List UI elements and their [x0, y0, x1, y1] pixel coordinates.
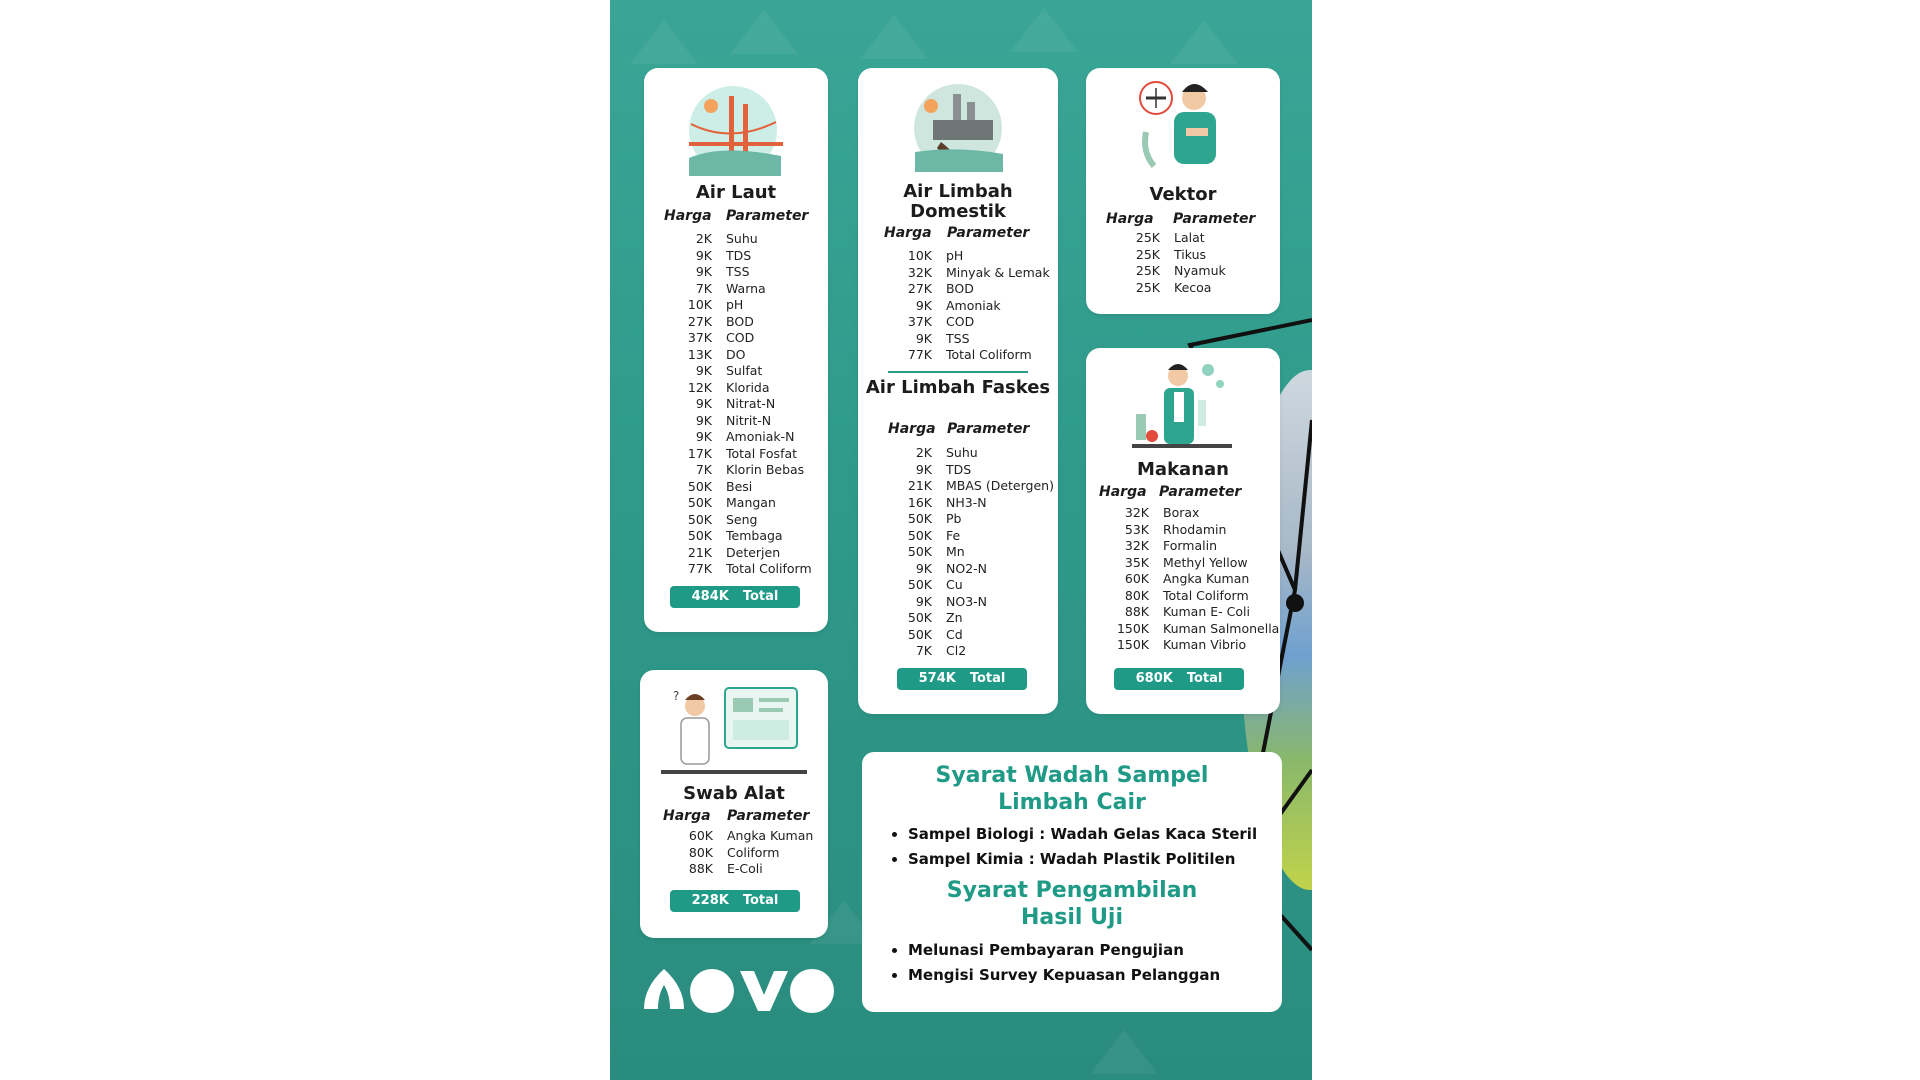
- price: 9K: [695, 247, 712, 263]
- parameter: E-Coli: [727, 861, 763, 876]
- heading-wadah-sampel: Syarat Wadah Sampel Limbah Cair: [935, 763, 1209, 815]
- parameter: Besi: [726, 478, 753, 494]
- table-row: [1106, 247, 1226, 264]
- price: 9K: [695, 412, 712, 428]
- parameter: pH: [726, 297, 744, 312]
- table-row: [1106, 263, 1226, 280]
- total-badge: [1114, 668, 1244, 690]
- parameter: Total Coliform: [1163, 587, 1249, 603]
- parameter: Nyamuk: [1174, 263, 1226, 278]
- table-row: [664, 231, 812, 248]
- table-row: [884, 298, 1050, 315]
- table-row: [884, 528, 1054, 545]
- parameter: Rhodamin: [1163, 521, 1227, 537]
- price: 32K: [1124, 505, 1149, 520]
- header-harga: Harga: [888, 421, 936, 437]
- price: 150K: [1116, 620, 1149, 636]
- table-row: [664, 330, 812, 347]
- parameter: Tembaga: [726, 528, 783, 543]
- parameter: Total Coliform: [946, 347, 1032, 362]
- table-row: [884, 478, 1054, 495]
- parameter: Kuman Vibrio: [1163, 637, 1247, 652]
- table-row: [664, 347, 812, 364]
- list-item: • Sampel Biologi : Wadah Gelas Kaca Steril: [908, 822, 1257, 847]
- parameter: Borax: [1163, 505, 1200, 520]
- total-value: 574K: [918, 671, 956, 686]
- parameter: Amoniak: [946, 297, 1001, 313]
- header-harga: Harga: [1106, 211, 1154, 227]
- table-row: [884, 265, 1050, 282]
- parameter: Minyak & Lemak: [946, 264, 1050, 280]
- list-item: • Melunasi Pembayaran Pengujian: [908, 938, 1220, 963]
- parameter: Tikus: [1174, 246, 1207, 262]
- table-row: [1099, 571, 1279, 588]
- parameter: Amoniak-N: [726, 429, 795, 444]
- table-row: [884, 462, 1054, 479]
- parameter: TDS: [946, 461, 972, 477]
- table-row: [884, 347, 1050, 364]
- swab-alat-rows: [663, 828, 813, 878]
- table-row: [663, 845, 813, 862]
- total-label: Total: [1186, 671, 1223, 686]
- table-row: [1099, 588, 1279, 605]
- price: 7K: [695, 280, 712, 296]
- header-harga: Harga: [663, 808, 711, 824]
- parameter: COD: [726, 330, 755, 345]
- price: 25K: [1135, 263, 1160, 278]
- brand-logo: [640, 965, 840, 1017]
- table-row: [664, 396, 812, 413]
- table-row: [884, 627, 1054, 644]
- price: 50K: [907, 511, 932, 526]
- price: 50K: [687, 495, 712, 510]
- price: 9K: [695, 429, 712, 444]
- parameter: Angka Kuman: [727, 828, 814, 843]
- total-label: Total: [742, 589, 779, 604]
- table-row: [664, 429, 812, 446]
- price: 50K: [687, 478, 712, 494]
- parameter: DO: [726, 346, 746, 362]
- price: 25K: [1135, 246, 1160, 262]
- table-row: [884, 544, 1054, 561]
- pengambilan-hasil-list: [886, 938, 1220, 988]
- table-row: [1106, 230, 1226, 247]
- table-row: [664, 479, 812, 496]
- limbah-domestik-rows: [884, 248, 1050, 364]
- price: 77K: [907, 347, 932, 362]
- table-row: [1099, 522, 1279, 539]
- price: 50K: [687, 511, 712, 527]
- section-divider: [888, 371, 1028, 373]
- price: 50K: [687, 528, 712, 543]
- parameter: Deterjen: [726, 544, 781, 560]
- parameter: Angka Kuman: [1163, 571, 1250, 586]
- table-row: [664, 462, 812, 479]
- table-row: [884, 577, 1054, 594]
- table-row: [664, 297, 812, 314]
- bridge-sea-illustration: [681, 84, 791, 176]
- table-row: [884, 594, 1054, 611]
- card-makanan: [1086, 348, 1280, 714]
- card-title: Air Limbah Faskes: [865, 377, 1051, 398]
- total-value: 228K: [691, 893, 729, 908]
- price: 50K: [907, 527, 932, 543]
- parameter: NO3-N: [946, 593, 988, 609]
- person-mosquito-illustration: [1128, 72, 1238, 178]
- price: 50K: [907, 626, 932, 642]
- list-item: • Sampel Kimia : Wadah Plastik Politilen: [908, 847, 1257, 872]
- parameter: COD: [946, 314, 975, 329]
- price: 13K: [687, 346, 712, 362]
- table-row: [663, 828, 813, 845]
- price: 9K: [915, 297, 932, 313]
- total-badge: [897, 668, 1027, 690]
- table-row: [884, 445, 1054, 462]
- price: 80K: [688, 844, 713, 860]
- header-harga: Harga: [884, 225, 932, 241]
- total-badge: [670, 586, 800, 608]
- parameter: Cl2: [946, 643, 967, 658]
- price: 9K: [915, 330, 932, 346]
- price: 25K: [1135, 279, 1160, 295]
- requirements-panel: [862, 752, 1282, 1012]
- price: 77K: [687, 561, 712, 576]
- price: 7K: [915, 643, 932, 658]
- header-parameter: Parameter: [947, 421, 1030, 437]
- parameter: Total Fosfat: [726, 445, 798, 461]
- table-row: [664, 264, 812, 281]
- price: 9K: [695, 396, 712, 411]
- price: 10K: [687, 297, 712, 312]
- price: 25K: [1135, 230, 1160, 245]
- vektor-rows: [1106, 230, 1226, 296]
- price: 21K: [687, 544, 712, 560]
- table-row: [664, 363, 812, 380]
- table-row: [664, 281, 812, 298]
- parameter: BOD: [726, 313, 754, 329]
- parameter: Formalin: [1163, 538, 1218, 553]
- table-row: [664, 561, 812, 578]
- header-parameter: Parameter: [1159, 484, 1242, 500]
- price: 9K: [695, 363, 712, 378]
- parameter: MBAS (Detergen): [946, 478, 1054, 493]
- card-vektor: [1086, 68, 1280, 314]
- parameter: Zn: [946, 610, 963, 625]
- table-row: [884, 643, 1054, 660]
- parameter: NO2-N: [946, 560, 988, 576]
- heading-pengambilan-hasil: Syarat Pengambilan Hasil Uji: [946, 878, 1198, 930]
- total-badge: [670, 890, 800, 912]
- parameter: TDS: [726, 247, 752, 263]
- price: 32K: [1124, 538, 1149, 553]
- table-row: [884, 561, 1054, 578]
- table-row: [1099, 505, 1279, 522]
- air-laut-rows: [664, 231, 812, 578]
- parameter: Cd: [946, 626, 963, 642]
- price: 88K: [1124, 604, 1149, 619]
- scientist-lab-illustration: [1128, 356, 1238, 456]
- header-harga: Harga: [664, 208, 712, 224]
- total-value: 680K: [1135, 671, 1173, 686]
- parameter: Total Coliform: [726, 561, 812, 576]
- table-row: [664, 446, 812, 463]
- card-title: Makanan: [1137, 459, 1229, 480]
- card-swab-alat: [640, 670, 828, 938]
- price: 80K: [1124, 587, 1149, 603]
- card-title: Swab Alat: [683, 783, 785, 804]
- table-row: [1099, 637, 1279, 654]
- table-row: [664, 545, 812, 562]
- table-row: [1099, 555, 1279, 572]
- table-row: [663, 861, 813, 878]
- table-row: [884, 248, 1050, 265]
- svg-text:?: ?: [673, 689, 680, 703]
- price: 10K: [907, 248, 932, 263]
- price: 60K: [1124, 571, 1149, 586]
- parameter: Kuman E- Coli: [1163, 604, 1250, 619]
- parameter: Klorin Bebas: [726, 462, 805, 477]
- price: 12K: [687, 379, 712, 395]
- table-row: [1106, 280, 1226, 297]
- price: 37K: [687, 330, 712, 345]
- price: 2K: [695, 231, 712, 246]
- total-label: Total: [742, 893, 779, 908]
- price: 27K: [907, 281, 932, 296]
- parameter: Suhu: [726, 231, 758, 246]
- price: 35K: [1124, 554, 1149, 570]
- price: 9K: [915, 461, 932, 477]
- parameter: Mangan: [726, 495, 776, 510]
- parameter: TSS: [946, 330, 970, 346]
- limbah-faskes-rows: [884, 445, 1054, 660]
- lab-computer-illustration: [659, 684, 809, 780]
- table-row: [664, 248, 812, 265]
- price: 9K: [915, 593, 932, 609]
- parameter: Coliform: [727, 844, 780, 860]
- wadah-sampel-list: [886, 822, 1257, 872]
- parameter: Nitrit-N: [726, 412, 772, 428]
- price: 53K: [1124, 521, 1149, 537]
- table-row: [884, 331, 1050, 348]
- parameter: Cu: [946, 577, 963, 592]
- price: 21K: [907, 478, 932, 493]
- total-value: 484K: [691, 589, 729, 604]
- table-row: [884, 610, 1054, 627]
- table-row: [664, 314, 812, 331]
- price: 37K: [907, 314, 932, 329]
- table-row: [884, 314, 1050, 331]
- parameter: Klorida: [726, 379, 770, 395]
- price: 50K: [907, 610, 932, 625]
- network-node: [1286, 594, 1304, 612]
- price: 88K: [688, 861, 713, 876]
- price: 50K: [907, 577, 932, 592]
- table-row: [1099, 621, 1279, 638]
- price: 27K: [687, 313, 712, 329]
- parameter: Sulfat: [726, 363, 763, 378]
- parameter: Seng: [726, 511, 758, 527]
- card-title: Air Laut: [695, 182, 777, 203]
- header-harga: Harga: [1099, 484, 1147, 500]
- parameter: Warna: [726, 280, 766, 296]
- price: 60K: [688, 828, 713, 843]
- price: 16K: [907, 494, 932, 510]
- card-air-limbah: [858, 68, 1058, 714]
- table-row: [664, 495, 812, 512]
- parameter: Fe: [946, 527, 961, 543]
- parameter: Mn: [946, 544, 965, 559]
- table-row: [884, 495, 1054, 512]
- parameter: Nitrat-N: [726, 396, 776, 411]
- price: 9K: [695, 264, 712, 279]
- parameter: Methyl Yellow: [1163, 554, 1248, 570]
- price: 32K: [907, 264, 932, 280]
- factory-pollution-illustration: [903, 80, 1013, 172]
- parameter: Suhu: [946, 445, 978, 460]
- parameter: Lalat: [1174, 230, 1205, 245]
- parameter: NH3-N: [946, 494, 987, 510]
- price: 2K: [915, 445, 932, 460]
- table-row: [664, 512, 812, 529]
- card-title: Air Limbah Domestik: [903, 181, 1013, 222]
- list-item: • Mengisi Survey Kepuasan Pelanggan: [908, 963, 1220, 988]
- header-parameter: Parameter: [726, 208, 809, 224]
- price: 9K: [915, 560, 932, 576]
- parameter: BOD: [946, 281, 974, 296]
- card-title: Vektor: [1149, 184, 1217, 205]
- table-row: [1099, 538, 1279, 555]
- header-parameter: Parameter: [947, 225, 1030, 241]
- parameter: pH: [946, 248, 964, 263]
- table-row: [664, 380, 812, 397]
- price: 150K: [1116, 637, 1149, 652]
- card-air-laut: [644, 68, 828, 632]
- header-parameter: Parameter: [1173, 211, 1256, 227]
- parameter: TSS: [726, 264, 750, 279]
- table-row: [664, 528, 812, 545]
- header-parameter: Parameter: [727, 808, 810, 824]
- table-row: [1099, 604, 1279, 621]
- table-row: [884, 511, 1054, 528]
- price-list-poster: [610, 0, 1312, 1080]
- parameter: Kecoa: [1174, 279, 1212, 295]
- price: 17K: [687, 445, 712, 461]
- makanan-rows: [1099, 505, 1279, 654]
- price: 7K: [695, 462, 712, 477]
- table-row: [884, 281, 1050, 298]
- price: 50K: [907, 544, 932, 559]
- total-label: Total: [969, 671, 1006, 686]
- table-row: [664, 413, 812, 430]
- parameter: Pb: [946, 511, 962, 526]
- parameter: Kuman Salmonella: [1163, 620, 1280, 636]
